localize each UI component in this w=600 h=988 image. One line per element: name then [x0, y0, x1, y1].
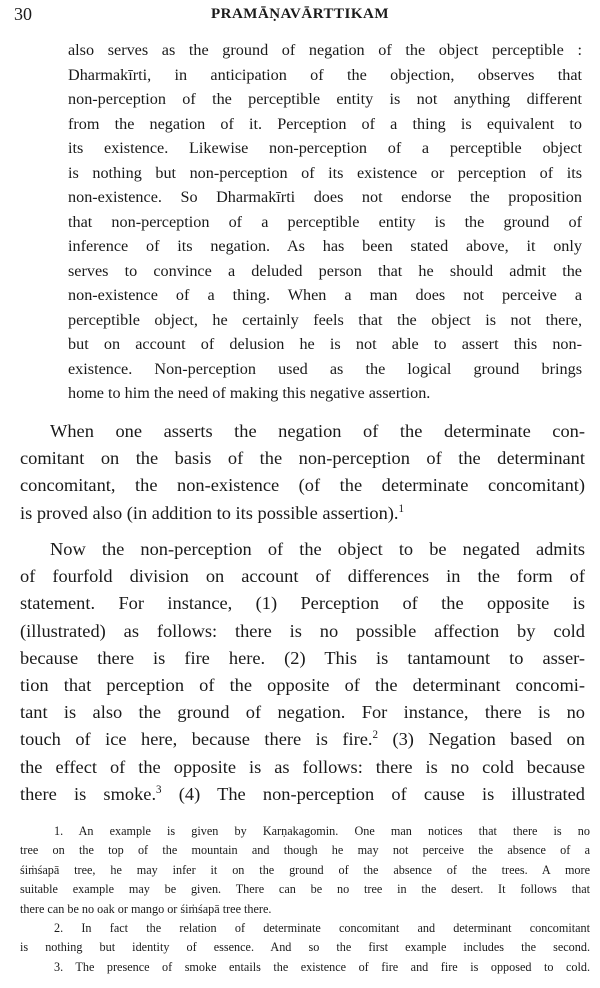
- paragraph-line: but on account of delusion he is not able to assert this non-: [68, 335, 582, 353]
- paragraph-text: there is smoke.: [20, 783, 157, 804]
- paragraph-text: (3) Negation based on: [392, 729, 585, 750]
- footnote-line: there can be no oak or mango or śiṁśapā tree there.: [20, 901, 272, 916]
- paragraph-line: non-perception of the perceptible entity is not anything different: [68, 90, 582, 108]
- footnote-line: 2. In fact the relation of determinate concomitant and determinant concomitant: [54, 920, 590, 935]
- paragraph-line: [20, 726, 585, 753]
- paragraph-line: (illustrated) as follows: there is no possible affection by cold: [20, 620, 585, 641]
- paragraph-3: [20, 536, 585, 808]
- paragraph-text: (4) The non-perception of cause is illustrated: [178, 783, 585, 804]
- paragraph-line: the effect of the opposite is as follows: there is no cold because: [20, 756, 585, 777]
- paragraph-line: [20, 781, 585, 808]
- paragraph-line: existence. Non-perception used as the logical ground brings: [68, 359, 582, 378]
- paragraph-line: When one asserts the negation of the determinate con-: [50, 421, 585, 441]
- paragraph-line: its existence. Likewise non-perception of a perceptible object: [68, 139, 582, 157]
- paragraph-line: statement. For instance, (1) Perception of the opposite is: [20, 593, 585, 614]
- footnote-line: tree on the top of the mountain and though he may not perceive the absence of a: [20, 843, 590, 858]
- footnote-marker-2: 2: [372, 729, 378, 742]
- paragraph-2: [20, 418, 585, 527]
- footnote-line: śiṁśapā tree, he may infer it on the ground of the absence of the trees. A more: [20, 862, 590, 877]
- footnote-line: suitable example may be given. There can be no tree in the desert. It follows that: [20, 882, 590, 897]
- page-header: [14, 4, 586, 28]
- paragraph-text: touch of ice here, because there is fire.: [20, 729, 373, 750]
- footnote-line: 3. The presence of smoke entails the existence of fire and fire is opposed to cold.: [54, 959, 590, 974]
- running-title: PRAMĀṆAVĀRTTIKAM: [210, 6, 390, 22]
- paragraph-line: inference of its negation. As has been stated above, it only: [68, 237, 582, 255]
- footnote-line: is nothing but identity of essence. And so the first example includes the second.: [20, 940, 590, 955]
- paragraph-line: comitant on the basis of the non-perception of the determinant: [20, 448, 585, 469]
- paragraph-line: tion that perception of the opposite of the determinant concomi-: [20, 674, 585, 695]
- paragraph-1: [68, 38, 582, 406]
- paragraph-line: concomitant, the non-existence (of the determinate concomitant): [20, 475, 585, 496]
- page-number: 30: [14, 4, 32, 24]
- paragraph-line: non-existence. So Dharmakīrti does not endorse the proposition: [68, 188, 582, 206]
- paragraph-line: that non-perception of a perceptible entity is the ground of: [68, 212, 582, 231]
- paragraph-line: non-existence of a thing. When a man does not perceive a: [68, 286, 582, 304]
- paragraph-line: of fourfold division on account of differences in the form of: [20, 566, 585, 587]
- paragraph-line: is nothing but non-perception of its existence or perception of its: [68, 163, 582, 182]
- footnote-marker-1: 1: [398, 502, 405, 515]
- paragraph-line: serves to convince a deluded person that he should admit the: [68, 261, 582, 280]
- paragraph-line: from the negation of it. Perception of a thing is equivalent to: [68, 114, 582, 133]
- paragraph-line: also serves as the ground of negation of the object perceptible :: [68, 41, 582, 59]
- paragraph-line: home to him the need of making this negative assertion.: [68, 384, 431, 402]
- paragraph-line: [20, 500, 585, 527]
- footnote-line: 1. An example is given by Karṇakagomin. One man notices that there is no: [54, 824, 590, 838]
- paragraph-line: Dharmakīrti, in anticipation of the objection, observes that: [68, 65, 582, 84]
- paragraph-line: because there is fire here. (2) This is tantamount to asser-: [20, 647, 585, 668]
- paragraph-line: Now the non-perception of the object to be negated admits: [50, 539, 585, 559]
- footnotes: [20, 822, 590, 977]
- paragraph-line: tant is also the ground of negation. For instance, there is no: [20, 702, 585, 723]
- footnote-marker-3: 3: [156, 783, 162, 796]
- paragraph-text: is proved also (in addition to its possible assertion).: [20, 502, 399, 523]
- paragraph-line: perceptible object, he certainly feels that the object is not there,: [68, 310, 582, 329]
